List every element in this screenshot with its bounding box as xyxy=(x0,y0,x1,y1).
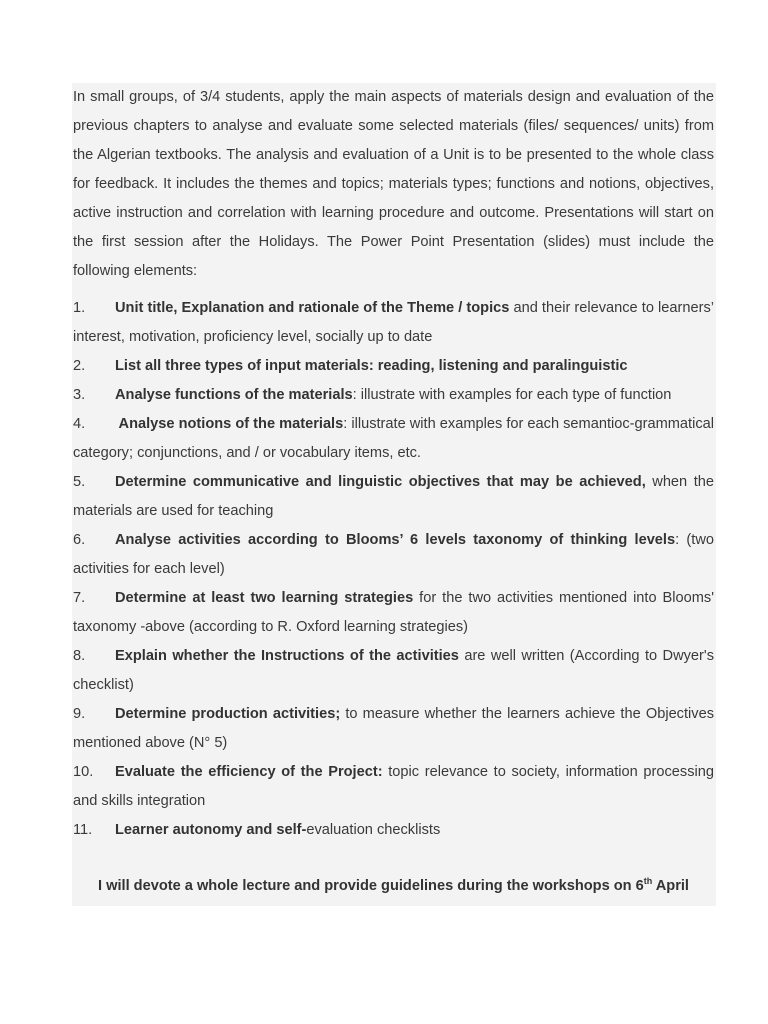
list-item-4: 4. Analyse notions of the materials: illustrate with examples for each semantioc-grammatical category; conjunctions, and / or vocabulary items, etc. xyxy=(73,416,714,461)
list-item-8: 8. Explain whether the Instructions of the activities are well written (According to Dwyer's checklist) xyxy=(73,648,714,693)
closing-note: I will devote a whole lecture and provide guidelines during the workshops on 6th April xyxy=(98,876,689,894)
list-item-1: 1. Unit title, Explanation and rationale of the Theme / topics and their relevance to learners’ interest, motivation, proficiency level, socially up to date xyxy=(73,300,714,345)
list-item-11: 11. Learner autonomy and self-evaluation checklists xyxy=(73,822,441,838)
list-item-10: 10. Evaluate the efficiency of the Project: topic relevance to society, information processing and skills integration xyxy=(73,764,714,809)
list-item-9: 9. Determine production activities; to measure whether the learners achieve the Objectives mentioned above (N° 5) xyxy=(73,706,714,751)
list-item-2: 2. List all three types of input materials: reading, listening and paralinguistic xyxy=(73,358,628,374)
list-item-6: 6. Analyse activities according to Blooms’ 6 levels taxonomy of thinking levels: (two activities for each level) xyxy=(73,532,714,577)
list-item-3: 3. Analyse functions of the materials: illustrate with examples for each type of function xyxy=(73,387,672,403)
requirements-list xyxy=(73,294,714,845)
list-item-7: 7. Determine at least two learning strategies for the two activities mentioned into Blooms' taxonomy -above (according to R. Oxford learning strategies) xyxy=(73,590,714,635)
list-item-5: 5. Determine communicative and linguistic objectives that may be achieved, when the materials are used for teaching xyxy=(73,474,714,519)
intro-paragraph: In small groups, of 3/4 students, apply the main aspects of materials design and evaluation of the previous chapters to analyse and evaluate some selected materials (files/ sequences/ units) from the Algerian textbooks. The analysis and evaluation of a Unit is to be presented to the whole class for feedback. It includes the themes and topics; materials types; functions and notions, objectives, active instruction and correlation with learning procedure and outcome. Presentations will start on the first session after the Holidays. The Power Point Presentation (slides) must include the following elements: xyxy=(73,89,714,279)
